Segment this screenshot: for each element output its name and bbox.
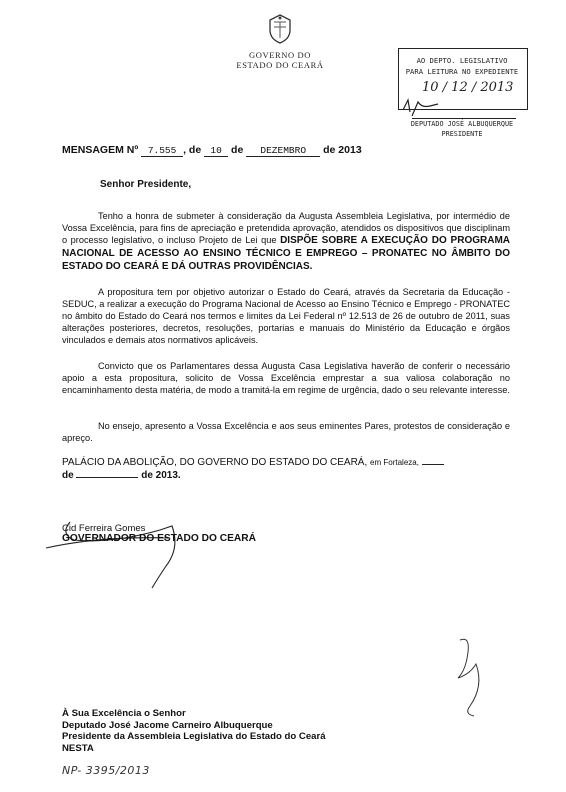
signer-title: GOVERNADOR DO ESTADO DO CEARÁ: [62, 533, 256, 544]
paragraph-3: Convicto que os Parlamentares dessa Augusta Casa Legislativa haverão de conferir o necessário apoio a esta propositura, solicito de Vossa Excelência emprestar a sua valiosa colaboração no encaminhamento desta matéria, de modo a tramitá-la em regime de urgência, dado o seu relevante interesse.: [62, 361, 510, 395]
governor-signature-scribble: [40, 500, 230, 590]
stamp-signature-scribble: [400, 98, 440, 120]
closing-de-a: de: [62, 470, 74, 481]
addressee-line-2: Deputado José Jacome Carneiro Albuquerque: [62, 719, 273, 731]
addressee-line-3: Presidente da Assembleia Legislativa do Estado do Ceará: [62, 731, 326, 742]
paragraph-1: [62, 210, 510, 273]
message-month: DEZEMBRO: [246, 145, 320, 157]
closing-day-blank: [422, 464, 444, 465]
message-de-2: de: [231, 144, 244, 156]
stamp-line-2: PARA LEITURA NO EXPEDIENTE: [405, 67, 519, 76]
message-prefix: MENSAGEM Nº: [62, 144, 139, 156]
message-year: de 2013: [323, 144, 362, 156]
paragraph-1-bold: DISPÕE SOBRE A EXECUÇÃO DO PROGRAMA NACIONAL DE ACESSO AO ENSINO TÉCNICO E EMPREGO – PRONATEC NO ÂMBITO DO ESTADO DO CEARÁ E DÁ OUTRAS PROVIDÊNCIAS.: [62, 235, 510, 272]
signer-name: Cid Ferreira Gomes: [62, 523, 146, 534]
message-number: 7.555: [141, 145, 183, 157]
message-de-1: , de: [183, 144, 202, 156]
closing-month-blank: [76, 477, 138, 478]
closing-palace: PALÁCIO DA ABOLIÇÃO, DO GOVERNO DO ESTADO DO CEARÁ,: [62, 457, 368, 468]
closing-de-b: de 2013.: [141, 470, 181, 481]
addressee-line-1: À Sua Excelência o Senhor: [62, 708, 186, 719]
stamp-date: 10 / 12 / 2013: [422, 80, 514, 95]
closing-city: em Fortaleza,: [370, 458, 419, 467]
header-state-line: ESTADO DO CEARÁ: [236, 60, 324, 70]
stamp-signer: DEPUTADO JOSÉ ALBUQUERQUE: [410, 120, 514, 128]
state-coat-of-arms-icon: [268, 14, 292, 44]
addressee-line-4: NESTA: [62, 742, 94, 754]
stamp-sign-line: [412, 118, 516, 119]
salutation: Senhor Presidente,: [100, 179, 192, 190]
stamp-line-1: AO DEPTO. LEGISLATIVO: [416, 56, 508, 65]
paragraph-1-text: Tenho a honra de submeter à consideração da Augusta Assembleia Legislativa, por intermédio de Vossa Excelência, para fins de apreciação e pretendida aprovação, atendidos os dispositivos que disciplinam o processo legislativo, o incluso Projeto de Lei que: [62, 211, 510, 245]
closing-block: [62, 456, 510, 482]
message-heading: [62, 144, 362, 157]
header-government-line: GOVERNO DO: [249, 50, 311, 60]
stamp-signer-title: PRESIDENTE: [441, 130, 483, 138]
message-day: 10: [204, 145, 228, 157]
initials-scribble: [440, 630, 490, 720]
paragraph-2: A propositura tem por objetivo autorizar o Estado do Ceará, através da Secretaria da Educação - SEDUC, a realizar a execução do Programa Nacional de Acesso ao Ensino Técnico e Emprego - PRONATEC no âmbito do Estado do Ceará nos termos e limites da Lei Federal nº 12.513 de 26 de outubro de 2011, suas alterações posteriores, decretos, resoluções, portarias e manuais do Ministério da Educação e órgãos vinculados e demais atos normativos aplicáveis.: [62, 287, 510, 345]
protocol-number: NP- 3395/2013: [62, 764, 150, 777]
paragraph-4: No ensejo, apresento a Vossa Excelência e aos seus eminentes Pares, protestos de consideração e apreço.: [62, 421, 510, 443]
addressee-block: [62, 708, 326, 754]
